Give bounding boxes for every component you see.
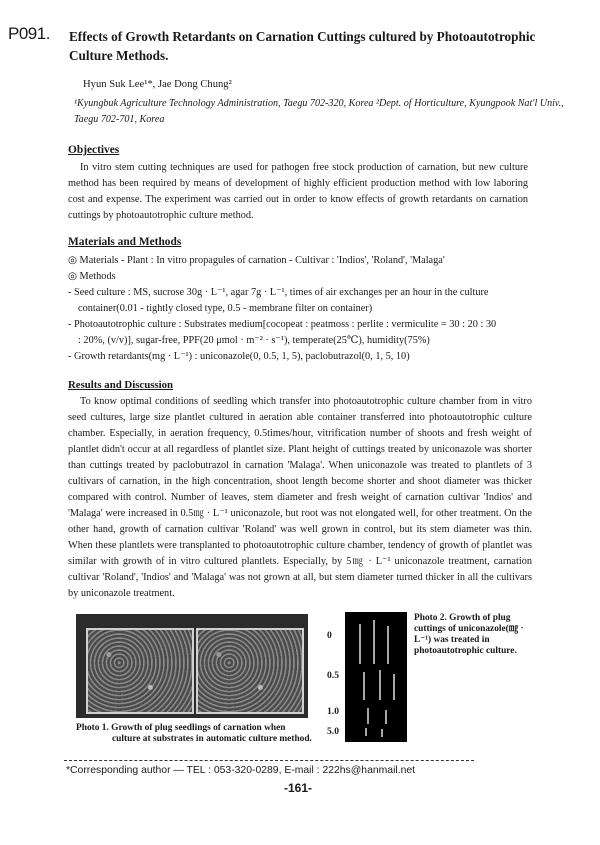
page-number: -161- (284, 781, 313, 795)
photo-2-caption: Photo 2. Growth of plug cuttings of uniconazole(㎎ · L⁻¹) was treated in photoautotrophic culture. (414, 613, 524, 656)
objectives-heading: Objectives (68, 144, 120, 156)
methods-line: ◎ Materials - Plant : In vitro propagules of carnation - Cultivar : 'Indios', 'Roland', 'Malaga' (68, 255, 445, 266)
authors: Hyun Suk Lee¹*, Jae Dong Chung² (83, 79, 232, 90)
photo-2-label: 0.5 (327, 670, 339, 681)
abstract-code: P091. (8, 24, 50, 43)
photo-2 (345, 612, 407, 742)
paper-title: Effects of Growth Retardants on Carnation Cuttings cultured by Photoautotrophic Culture Methods. (69, 29, 536, 63)
results-text: To know optimal conditions of seedling which transfer into photoautotrophic culture chamber from in vitro seed cultures, large size plantlet cultured in aeration able container transferred into photoautotrophic culture chamber. Especially, in aeration frequency, 0.5times/hour, vitrification number of shoots and fresh weight of plantlet didn't occur at all regardless of plantlet size. Plant height of cuttings treated by uniconazole was shorter than cuttings treated by paclobutrazol in carnation 'Malaga'. When uniconazole was treated to plantlets of 3 cultivars of carnation, in the high concentration, shoot length become shorter and shoot diameter was thicker compared with control. Number of leaves, stem diameter and fresh weight of carnation cultivar 'Indios' and 'Malaga' were increased in 0.5㎎ · L⁻¹ uniconazole, but root was not elongated well, for other treatment. On the other hand, growth of carnation cultivar 'Roland' was well grown in control, but its stem diameter was thin. When these plantlets were transplanted to photoautotrophic culture chamber, tendency of growth of plantlet was similar with growth of in vitro cultured plantlets. Especially, by 5㎎ · L⁻¹ uniconazole treatment, carnation cultivar 'Roland', 'Indios' and 'Malaga' was not grown at all, but stem diameter turned thicker in all the cultivars by uniconazole treatment. (68, 396, 532, 599)
footnote-rule (64, 760, 474, 761)
corresponding-author: *Corresponding author — TEL : 053-320-0289, E-mail : 222hs@hanmail.net (66, 765, 416, 776)
methods-line: ◎ Methods (68, 271, 116, 282)
seedling-tray-right (196, 628, 304, 714)
methods-line: - Growth retardants(mg · L⁻¹) : uniconazole(0, 0.5, 1, 5), paclobutrazol(0, 1, 5, 10) (68, 351, 410, 362)
methods-line: : 20%, (v/v)], sugar-free, PPF(20 μmol · m⁻² · s⁻¹), temperate(25℃), humidity(75%) (78, 335, 430, 346)
photo-1 (76, 614, 308, 718)
seedling-tray-left (86, 628, 194, 714)
methods-line: container(0.01 - tightly closed type, 0.5 - membrane filter on container) (78, 303, 373, 314)
photo-2-label: 5.0 (327, 726, 339, 737)
methods-line: - Photoautotrophic culture : Substrates medium[cocopeat : peatmoss : perlite : vermiculite = 30 : 20 : 30 (68, 319, 497, 330)
methods-list (68, 253, 538, 365)
photo-2-label: 0 (327, 630, 332, 641)
methods-line: - Seed culture : MS, sucrose 30g · L⁻¹, agar 7g · L⁻¹, times of air exchanges per an hour in the culture (68, 287, 489, 298)
photo-1-caption-line1: Photo 1. Growth of plug seedlings of carnation when (76, 723, 286, 733)
photo-2-label: 1.0 (327, 706, 339, 717)
photo-1-caption-line2: culture at substrates in automatic culture method. (112, 734, 312, 744)
affiliation: ¹Kyungbuk Agriculture Technology Administration, Taegu 702-320, Korea ²Dept. of Horticulture, Kyungpook Nat'l Univ., Taegu 702-701, Korea (74, 98, 564, 125)
objectives-text: In vitro stem cutting techniques are used for pathogen free stock production of carnation, but new culture method has been required by means of development of highly efficient production method with low laboring cost and expense. The experiment was carried out in order to know effects of growth retardants on carnation cuttings by photoautotrophic culture method. (68, 162, 528, 221)
results-heading: Results and Discussion (68, 379, 174, 391)
methods-heading: Materials and Methods (68, 236, 182, 248)
